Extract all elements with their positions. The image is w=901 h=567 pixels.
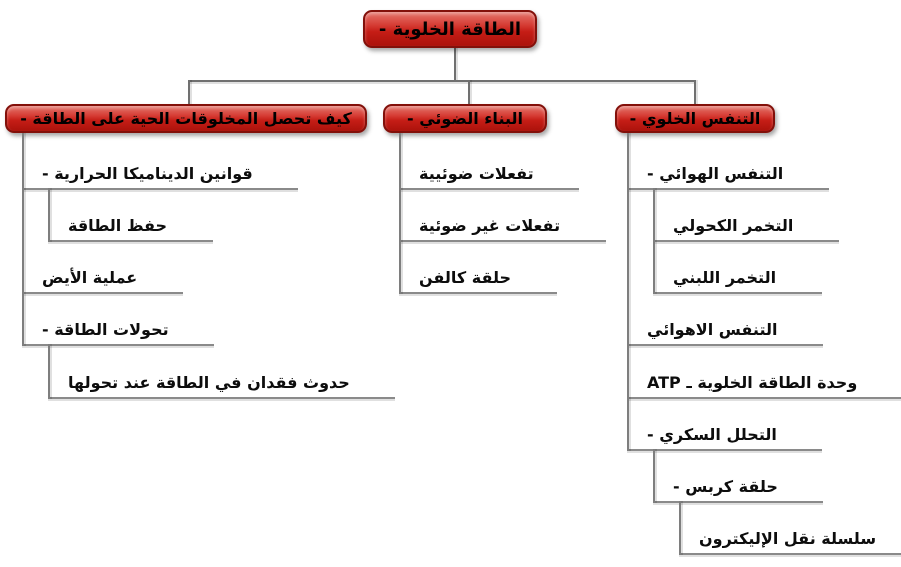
node-label[interactable]: التخمر اللبني [673, 268, 777, 287]
node-underline [22, 188, 298, 190]
branch-trunk [399, 133, 401, 294]
connector-drop-left [188, 80, 190, 106]
node-underline [653, 292, 822, 294]
root-topic-label: الطاقة الخلوية - [378, 18, 522, 40]
node-label[interactable]: تحولات الطاقة - [42, 320, 169, 339]
node-underline [399, 240, 606, 242]
node-label[interactable]: سلسلة نقل الإليكترون [699, 529, 877, 548]
branch-trunk [22, 133, 24, 346]
node-label[interactable]: عملية الأيض [42, 268, 138, 287]
node-connector [679, 501, 681, 555]
node-label[interactable]: وحدة الطاقة الخلوية ـ ATP [647, 373, 858, 392]
node-underline [627, 344, 823, 346]
node-connector [653, 188, 655, 294]
node-label[interactable]: حدوث فقدان في الطاقة عند تحولها [68, 373, 350, 392]
node-label[interactable]: تفعلات ضوئيية [419, 164, 534, 183]
connector-drop-right [694, 80, 696, 106]
root-topic[interactable] [363, 10, 537, 48]
node-underline [48, 240, 213, 242]
node-connector [653, 449, 655, 503]
branch-topic-label: البناء الضوئي - [406, 109, 523, 128]
node-underline [627, 449, 822, 451]
branch-trunk [627, 133, 629, 451]
node-underline [399, 188, 579, 190]
connector-drop-middle [468, 80, 470, 106]
node-label[interactable]: حلقة كربس - [673, 477, 778, 496]
node-label[interactable]: التخمر الكحولي [673, 216, 794, 235]
branch-topic-label: كيف تحصل المخلوقات الحية على الطاقة - [20, 109, 352, 128]
node-underline [48, 397, 395, 399]
node-underline [22, 292, 183, 294]
node-underline [627, 188, 829, 190]
node-underline [627, 397, 901, 399]
node-underline [653, 240, 839, 242]
connector-splitter [188, 80, 696, 82]
node-label[interactable]: التنفس الاهوائي [647, 320, 778, 339]
branch-topic[interactable] [615, 104, 775, 133]
connector-root-trunk [454, 48, 456, 81]
node-label[interactable]: قوانين الديناميكا الحرارية - [42, 164, 253, 183]
node-underline [399, 292, 557, 294]
node-underline [22, 344, 214, 346]
branch-topic-label: التنفس الخلوي - [629, 109, 761, 128]
node-label[interactable]: حفظ الطاقة [68, 216, 168, 235]
node-label[interactable]: التحلل السكري - [647, 425, 777, 444]
node-label[interactable]: تفعلات غير ضوئية [419, 216, 561, 235]
node-label[interactable]: حلقة كالفن [419, 268, 512, 287]
branch-topic[interactable] [383, 104, 547, 133]
branch-topic[interactable] [5, 104, 367, 133]
node-connector [48, 344, 50, 399]
node-connector [48, 188, 50, 242]
node-underline [679, 553, 901, 555]
node-label[interactable]: التنفس الهوائي - [647, 164, 784, 183]
